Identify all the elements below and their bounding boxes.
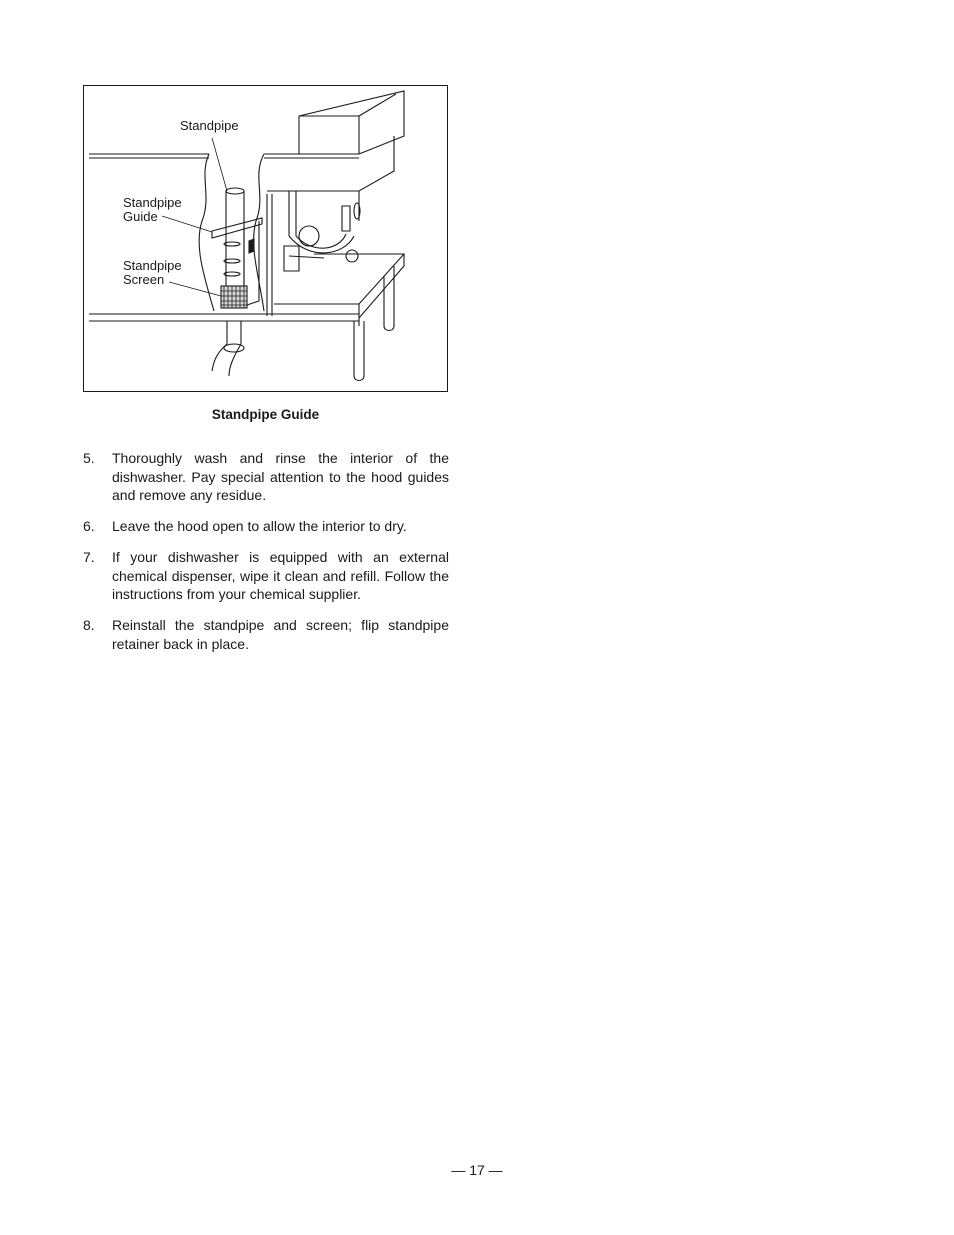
callout-standpipe: Standpipe [180, 118, 239, 133]
page-number: — 17 — [451, 1162, 503, 1178]
step-number: 7. [83, 549, 95, 565]
step-number: 6. [83, 518, 95, 534]
list-item [83, 449, 449, 505]
list-item [83, 517, 449, 536]
step-number: 5. [83, 450, 95, 466]
callout-standpipe-guide-line1: Standpipe [123, 195, 182, 210]
step-text: Leave the hood open to allow the interior to dry. [112, 518, 407, 534]
list-item [83, 616, 449, 653]
step-text: Thoroughly wash and rinse the interior of the dishwasher. Pay special attention to the hood guides and remove any residue. [112, 450, 449, 503]
standpipe-guide-figure [83, 85, 448, 392]
step-number: 8. [83, 617, 95, 633]
figure-caption: Standpipe Guide [211, 407, 320, 422]
callout-standpipe-screen-line2: Screen [123, 272, 165, 287]
step-text: If your dishwasher is equipped with an external chemical dispenser, wipe it clean and refill. Follow the instructions from your chemical supplier. [112, 549, 449, 602]
callout-standpipe-guide-line2: Guide [123, 209, 158, 224]
dishwasher-illustration [84, 86, 449, 393]
callout-standpipe-screen-line1: Standpipe [123, 258, 182, 273]
step-text: Reinstall the standpipe and screen; flip standpipe retainer back in place. [112, 617, 449, 652]
instruction-steps [83, 449, 449, 666]
list-item [83, 548, 449, 604]
